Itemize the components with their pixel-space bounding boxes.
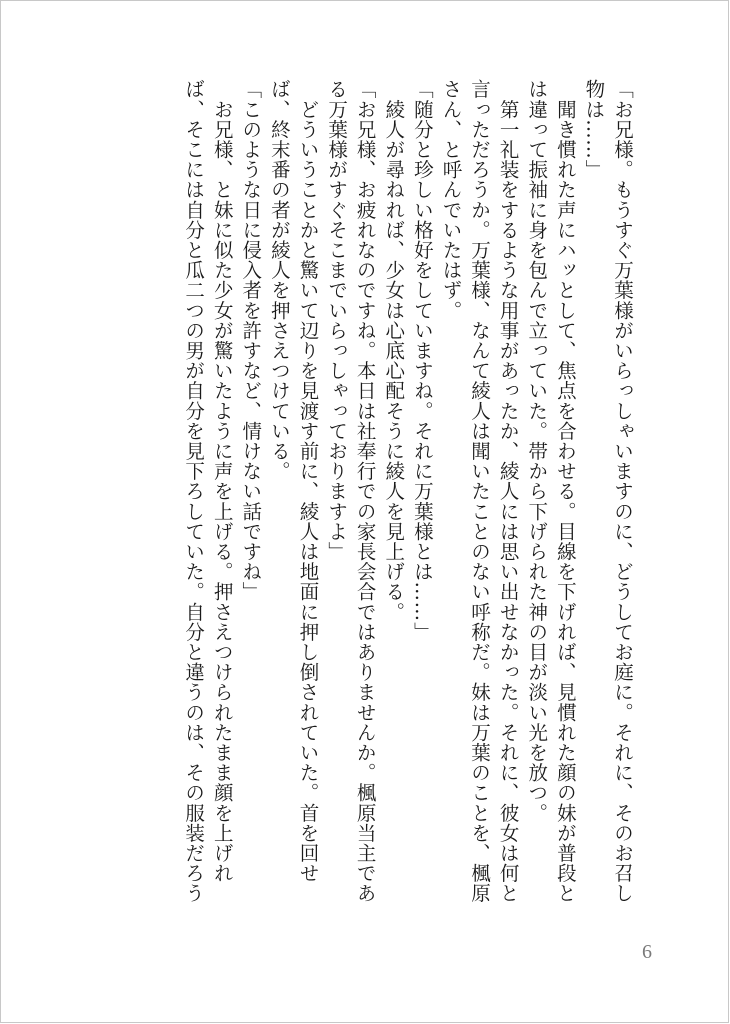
text-line: 第一礼装をするような用事があったか、綾人には思い出せなかった。それに、彼女は何と xyxy=(496,79,520,904)
page-number: 6 xyxy=(642,941,652,963)
text-line: 「このような日に侵入者を許すなど、情けない話ですね」 xyxy=(239,79,263,602)
text-line: 聞き慣れた声にハッとして、焦点を合わせる。目線を下げれば、見慣れた顔の妹が普段と xyxy=(553,79,577,904)
text-line: 「お兄様。もうすぐ万葉様がいらっしゃいますのに、どうしてお庭に。それに、そのお召し xyxy=(611,79,634,904)
text-line: 「随分と珍しい格好をしていますね。それに万葉様とは……」 xyxy=(410,79,434,642)
text-line: 言っただろうか。万葉様、なんて綾人は聞いたことのない呼称だ。妹は万葉のことを、楓原 xyxy=(468,79,492,904)
text-line: 物は……」 xyxy=(582,79,606,180)
text-line: 「お兄様、お疲れなのですね。本日は社奉行での家長会合ではありませんか。楓原当主であ xyxy=(353,79,377,904)
text-line: さん、と呼んでいたはず。 xyxy=(439,79,463,321)
text-line: どういうことかと驚いて辺りを見渡す前に、綾人は地面に押し倒されていた。首を回せ xyxy=(296,79,320,883)
body-text xyxy=(76,79,636,919)
text-line: お兄様、と妹に似た少女が驚いたように声を上げる。押さえつけられたまま顔を上げれ xyxy=(210,79,234,883)
text-line: ば、終末番の者が綾人を押さえつけている。 xyxy=(267,79,291,481)
text-line: は違って振袖に身を包んで立っていた。帯から下げられた神の目が淡い光を放つ。 xyxy=(525,79,549,823)
text-line: 綾人が尋ねれば、少女は心底心配そうに綾人を見上げる。 xyxy=(382,79,406,622)
text-line: ば、そこには自分と瓜二つの男が自分を見下ろしていた。自分と違うのは、その服装だろう xyxy=(182,79,206,904)
text-line: る万葉様がすぐそこまでいらっしゃっておりますよ」 xyxy=(325,79,349,562)
